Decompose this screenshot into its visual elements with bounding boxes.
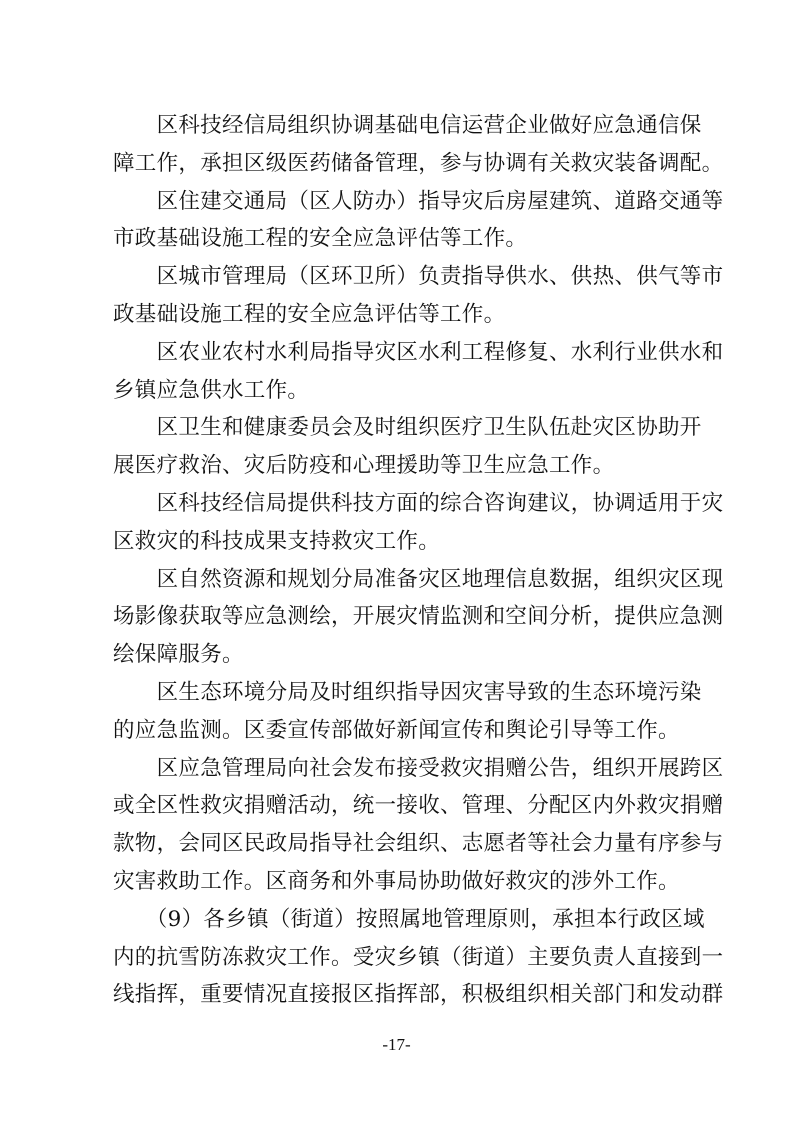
paragraph-line: 区卫生和健康委员会及时组织医疗卫生队伍赴灾区协助开 [113, 415, 702, 441]
paragraph-3 [113, 258, 724, 334]
paragraph-line: 市政基础设施工程的安全应急评估等工作。 [113, 226, 528, 252]
paragraph-line: 政基础设施工程的安全应急评估等工作。 [113, 301, 506, 327]
paragraph-6 [113, 485, 724, 561]
paragraph-7 [113, 561, 724, 674]
paragraph-8 [113, 674, 702, 750]
paragraph-line: 场影像获取等应急测绘，开展灾情监测和空间分析，提供应急测 [113, 604, 724, 630]
paragraph-line: 灾害救助工作。区商务和外事局协助做好救灾的涉外工作。 [113, 868, 680, 894]
paragraph-5 [113, 409, 702, 485]
paragraph-line: （9）各乡镇（街道）按照属地管理原则，承担本行政区域 [113, 906, 705, 932]
paragraph-10 [113, 901, 724, 1014]
paragraph-line: 区农业农村水利局指导灾区水利工程修复、水利行业供水和 [113, 339, 724, 365]
paragraph-line: 款物，会同区民政局指导社会组织、志愿者等社会力量有序参与 [113, 831, 724, 857]
paragraph-line: 或全区性救灾捐赠活动，统一接收、管理、分配区内外救灾捐赠 [113, 793, 724, 819]
paragraph-line: 展医疗救治、灾后防疫和心理援助等卫生应急工作。 [113, 453, 615, 479]
page-number: -17- [382, 1035, 411, 1054]
paragraph-line: 障工作，承担区级医药储备管理，参与协调有关救灾装备调配。 [113, 150, 724, 176]
document-body [113, 107, 724, 1014]
paragraph-line: 区科技经信局组织协调基础电信运营企业做好应急通信保 [113, 113, 702, 138]
paragraph-line: 区救灾的科技成果支持救灾工作。 [113, 528, 441, 554]
paragraph-1 [113, 107, 724, 183]
paragraph-line: 区自然资源和规划分局准备灾区地理信息数据，组织灾区现 [113, 566, 724, 592]
paragraph-line: 绘保障服务。 [113, 642, 244, 668]
paragraph-line: 区应急管理局向社会发布接受救灾捐赠公告，组织开展跨区 [113, 755, 724, 781]
paragraph-4 [113, 334, 724, 410]
paragraph-9 [113, 750, 724, 901]
paragraph-line: 区生态环境分局及时组织指导因灾害导致的生态环境污染 [113, 679, 702, 705]
paragraph-line: 线指挥，重要情况直接报区指挥部，积极组织相关部门和发动群 [113, 982, 724, 1008]
paragraph-line: 区城市管理局（区环卫所）负责指导供水、供热、供气等市 [113, 264, 724, 290]
paragraph-line: 内的抗雪防冻救灾工作。受灾乡镇（街道）主要负责人直接到一 [113, 944, 724, 970]
paragraph-line: 区住建交通局（区人防办）指导灾后房屋建筑、道路交通等 [113, 188, 724, 214]
paragraph-2 [113, 183, 724, 259]
paragraph-line: 乡镇应急供水工作。 [113, 377, 310, 403]
paragraph-line: 区科技经信局提供科技方面的综合咨询建议，协调适用于灾 [113, 490, 724, 516]
paragraph-line: 的应急监测。区委宣传部做好新闻宣传和舆论引导等工作。 [113, 717, 680, 743]
